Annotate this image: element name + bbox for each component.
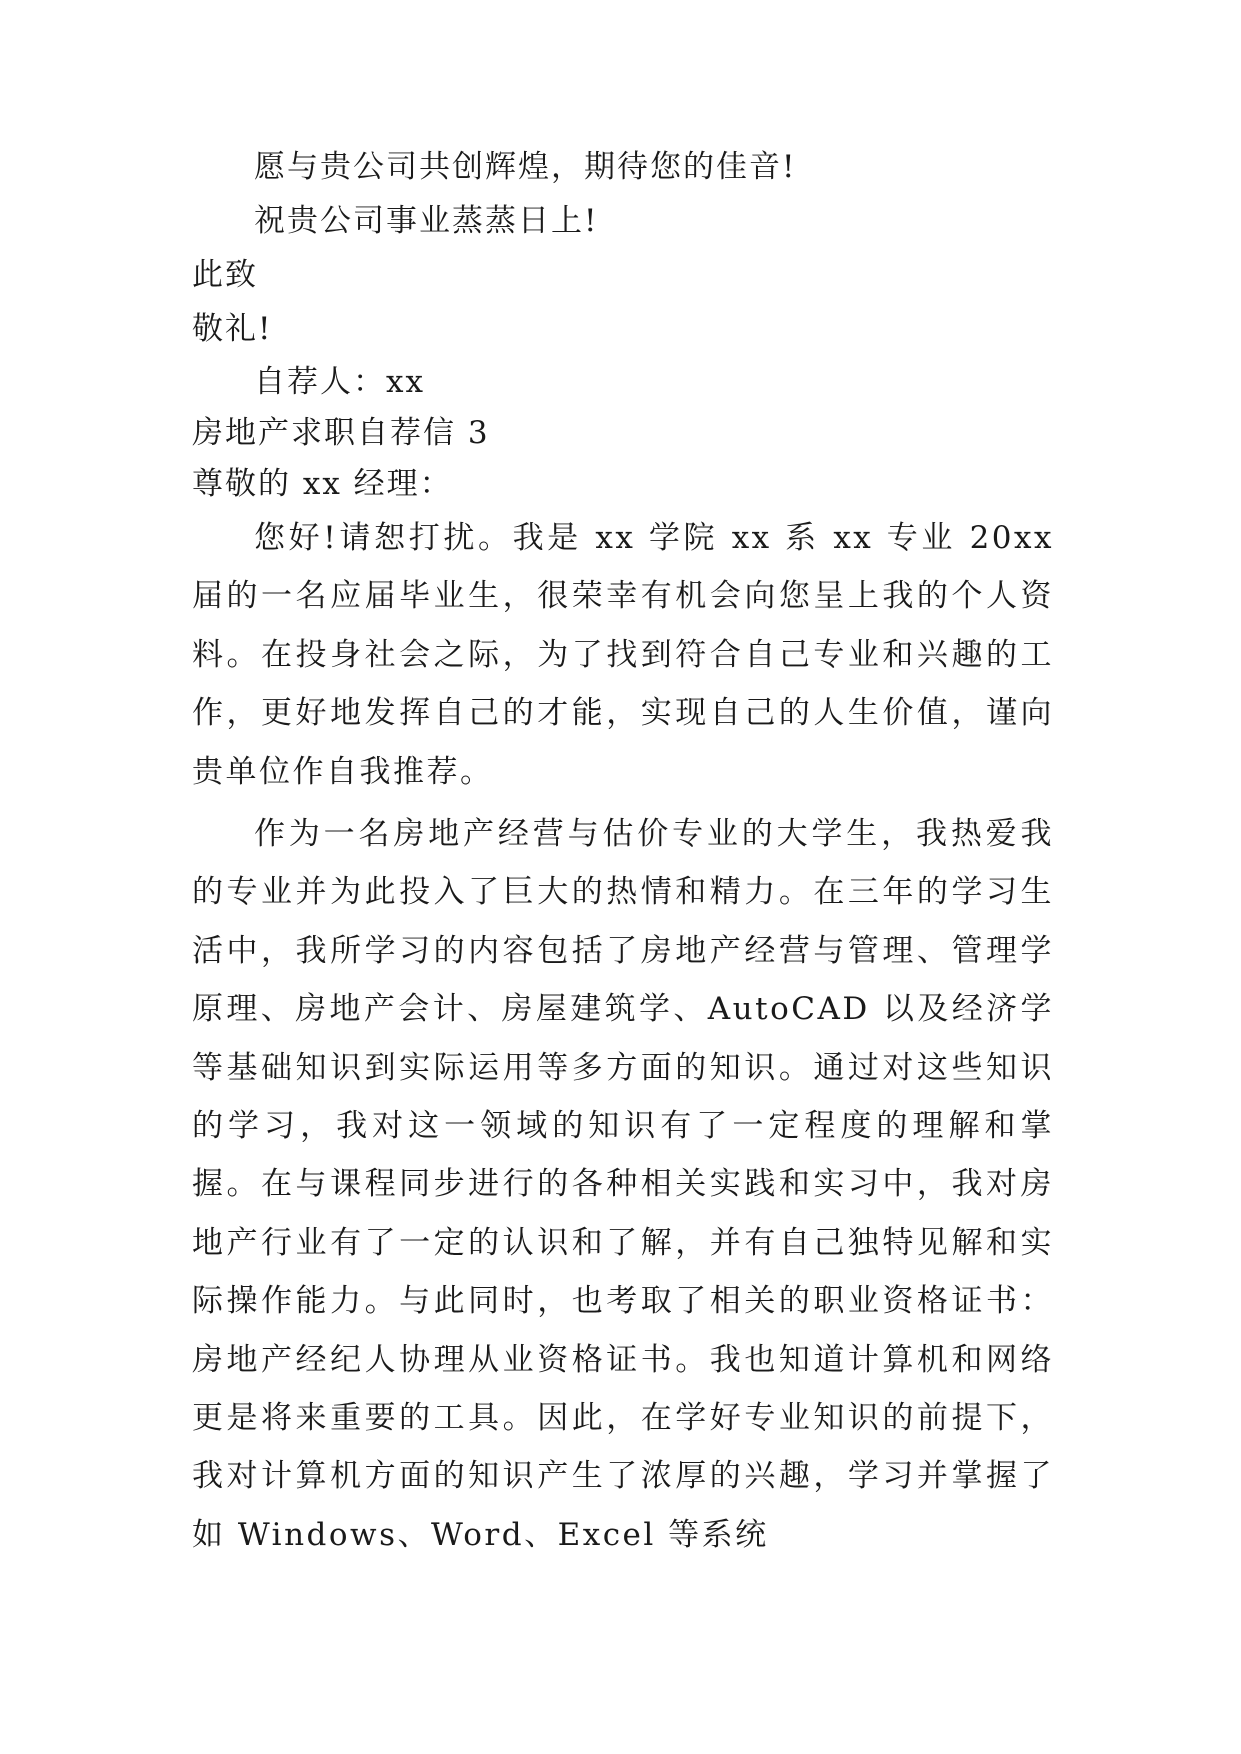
- letter-greeting: 尊敬的 xx 经理：: [192, 466, 453, 502]
- body-paragraph-2: 作为一名房地产经营与估价专业的大学生，我热爱我的专业并为此投入了巨大的热情和精力。在三年的学习生活中，我所学习的内容包括了房地产经营与管理、管理学原理、房地产会计、房屋建筑学、AutoCAD 以及经济学等基础知识到实际运用等多方面的知识。通过对这些知识的学习，我对这一领域的知识有了一定程度的理解和掌握。在与课程同步进行的各种相关实践和实习中，我对房地产行业有了一定的认识和了解，并有自己独特见解和实际操作能力。与此同时，也考取了相关的职业资格证书：房地产经纪人协理从业资格证书。我也知道计算机和网络更是将来重要的工具。因此，在学好专业知识的前提下，我对计算机方面的知识产生了浓厚的兴趣，学习并掌握了如 Windows、Word、Excel 等系统: [192, 816, 1054, 1553]
- letter-title: 房地产求职自荐信 3: [192, 415, 490, 451]
- salutation-jingli: 敬礼!: [192, 311, 273, 347]
- salutation-cizhi: 此致: [192, 257, 258, 293]
- closing-wish-line-2: 祝贵公司事业蒸蒸日上!: [254, 203, 599, 239]
- body-paragraph-1: 您好!请恕打扰。我是 xx 学院 xx 系 xx 专业 20xx 届的一名应届毕业生，很荣幸有机会向您呈上我的个人资料。在投身社会之际，为了找到符合自己专业和兴趣的工作，更好地发挥自己的才能，实现自己的人生价值，谨向贵单位作自我推荐。: [192, 520, 1054, 790]
- signature-line: 自荐人：xx: [254, 364, 425, 400]
- closing-wish-line: 愿与贵公司共创辉煌，期待您的佳音!: [254, 149, 797, 185]
